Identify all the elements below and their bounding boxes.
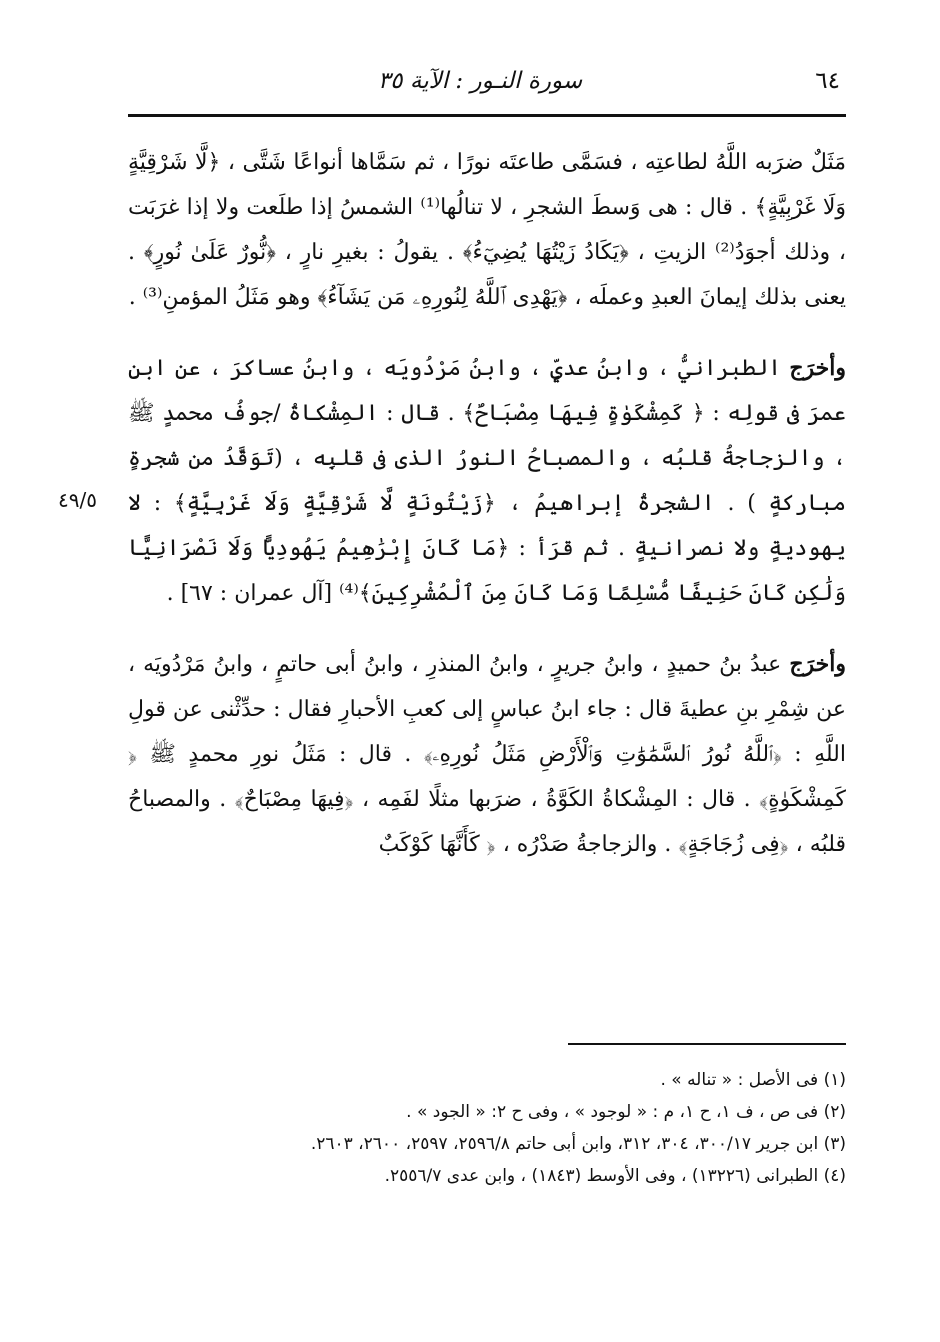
header-rule [128, 114, 846, 117]
running-title: سورة النـور : الآية ٣٥ [377, 68, 583, 94]
footnotes [120, 1064, 846, 1192]
paragraph-2 [128, 346, 846, 616]
footnote-2: (٢) فى ص ، ف ١، ح ١، م : « لوجود » ، وفى ح ٢: « الجود » . [406, 1102, 846, 1122]
paragraph-text: مَثَلٌ ضرَبه اللَّهُ لطاعتِه ، فسَمَّى طاعتَه نورًا ، ثم سَمَّاها أنواعًا شَتَّى ، ﴿لَّا شَرْقِيَّةٍ وَلَا غَرْبِيَّةٍ﴾ . قال : هى وَسطَ الشجرِ ، لا تنالُها⁽¹⁾ الشمسُ إذا طلَعت ولا إذا غرَبَت ، وذلك أجوَدُ⁽²⁾ الزيتِ ، ﴿يَكَادُ زَيْتُهَا يُضِيٓءُ﴾ . يقولُ : بغيرِ نارٍ ، ﴿نُّورٌ عَلَىٰ نُورٍ﴾ . يعنى بذلك إيمانَ العبدِ وعملَه ، ﴿يَهْدِى ٱللَّهُ لِنُورِهِۦ مَن يَشَآءُ﴾ وهو مَثَلُ المؤمنِ⁽³⁾ . [128, 150, 846, 310]
paragraph-text: الطبرانيُّ ، وابنُ عديٍّ ، وابنُ مَرْدُويَه ، وابنُ عساكرَ ، عن ابنِ عمرَ فى قولِه : ﴿ كَمِشْكَوٰةٍ فِيهَا مِصْبَاحٌ﴾ . قال : المِشْكاةُ /جوفُ محمدٍ ﷺ ، والزجاجةُ قلبُه ، والمصباحُ النورُ الذى فى قلبِه ، (تَوَقَّدُ من شجرةٍ مباركةٍ ) . الشجرةُ إبراهيمُ ، ﴿زَيْتُونَةٍ لَّا شَرْقِيَّةٍ وَلَا غَرْبِيَّةٍ﴾ : لا يهوديةٍ ولا نصرانيةٍ . ثم قرَأ : ﴿مَا كَانَ إِبْرَٰهِيمُ يَهُودِيًّا وَلَا نَصْرَانِيًّا وَلَٰكِن كَانَ حَنِيفًا مُّسْلِمًا وَمَا كَانَ مِنَ ٱلْمُشْرِكِينَ﴾⁽⁴⁾ [آل عمران : ٦٧] . [128, 356, 846, 606]
paragraph-lead: وأخرَج [789, 651, 846, 677]
page-number: ٦٤ [815, 68, 840, 94]
paragraph-3 [128, 642, 846, 867]
footnote-4: (٤) الطبرانى (١٣٢٢٦) ، وفى الأوسط (١٨٤٣) ، وابن عدى ٢٥٥٦/٧. [384, 1166, 846, 1186]
footnote-3: (٣) ابن جرير ٣٠٠/١٧، ٣٠٤، ٣١٢، وابن أبى حاتم ٢٥٩٦/٨، ٢٥٩٧، ٢٦٠٠، ٢٦٠٣. [310, 1134, 846, 1154]
footnote-1: (١) فى الأصل : « تناله » . [660, 1070, 846, 1090]
margin-volume-page-ref: ٤٩/٥ [58, 488, 97, 512]
footnote-rule [568, 1043, 846, 1045]
paragraph-text: عبدُ بنُ حميدٍ ، وابنُ جريرٍ ، وابنُ المنذرِ ، وابنُ أبى حاتمٍ ، وابنُ مَرْدُويَه ، عن شِمْرِ بنِ عطيةَ قال : جاء ابنُ عباسٍ إلى كعبِ الأحبارِ فقال : حدِّثْنى عن قولِ اللَّهِ : ﴿ٱللَّهُ نُورُ ٱلسَّمَٰوَٰتِ وَٱلْأَرْضِ مَثَلُ نُورِهِۦ﴾ . قال : مَثَلُ نورِ محمدٍ ﷺ ﴿ كَمِشْكَوٰةٍ﴾ . قال : المِشْكاةُ الكَوَّةُ ، ضرَبها مثلًا لفَمِه ، ﴿فِيهَا مِصْبَاحٌ﴾ . والمصباحُ قلبُه ، ﴿فِى زُجَاجَةٍ﴾ . والزجاجةُ صَدْرُه ، ﴿ كَأَنَّهَا كَوْكَبٌ [128, 652, 846, 857]
main-text [128, 140, 846, 893]
paragraph-1 [128, 140, 846, 320]
page-header [120, 62, 840, 102]
paragraph-lead: وأخرَج [789, 355, 846, 381]
